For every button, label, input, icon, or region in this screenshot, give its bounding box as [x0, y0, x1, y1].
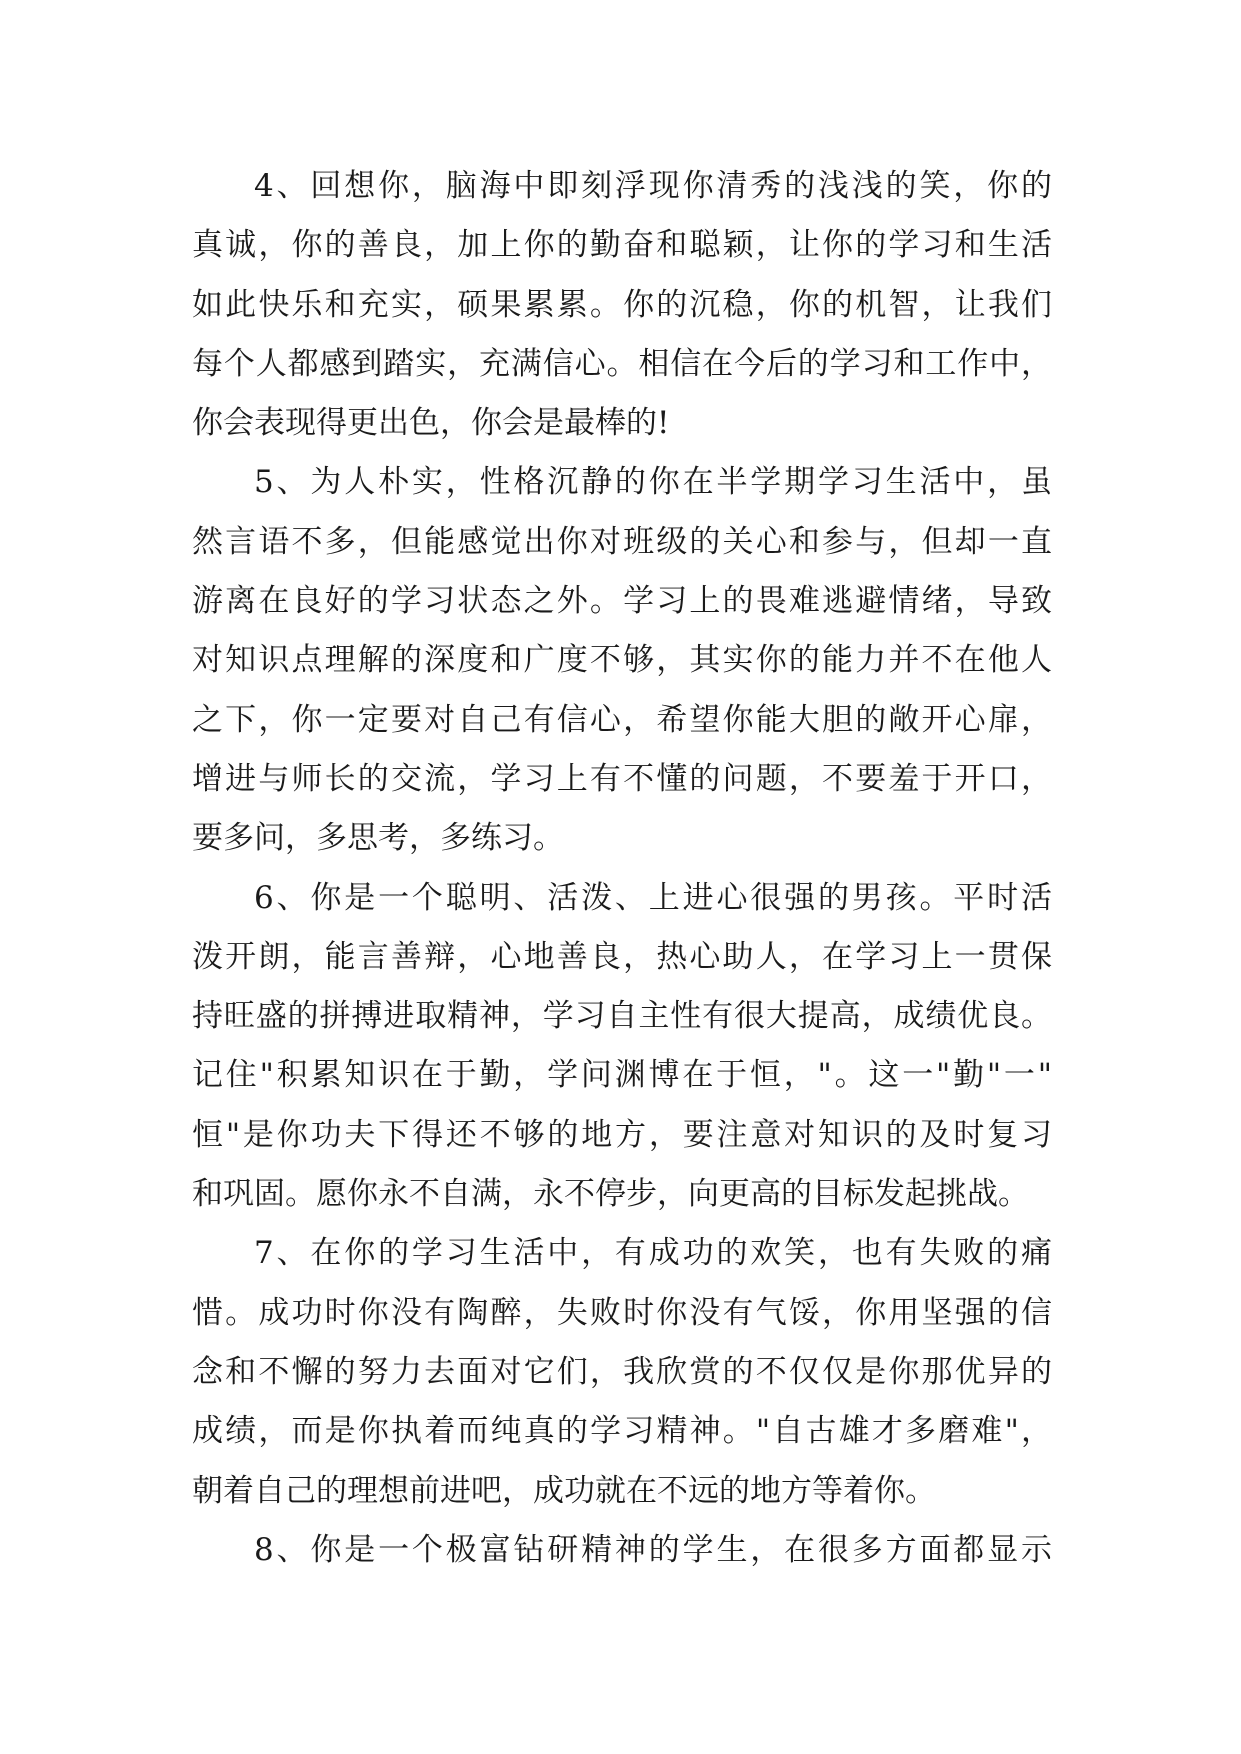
paragraph-line: 你会表现得更出色，你会是最棒的! [192, 405, 670, 442]
paragraph-line: 惜。成功时你没有陶醉，失败时你没有气馁，你用坚强的信 [192, 1294, 1052, 1331]
paragraph-line: 7、在你的学习生活中，有成功的欢笑，也有失败的痛 [254, 1235, 1052, 1272]
paragraph-line: 然言语不多，但能感觉出你对班级的关心和参与，但却一直 [192, 523, 1052, 560]
document-body [192, 157, 1052, 1580]
paragraph-line: 增进与师长的交流，学习上有不懂的问题，不要羞于开口， [192, 760, 1052, 797]
paragraph-line: 泼开朗，能言善辩，心地善良，热心助人，在学习上一贯保 [192, 938, 1052, 975]
paragraph-line: 要多问，多思考，多练习。 [192, 820, 564, 857]
paragraph-line: 之下，你一定要对自己有信心，希望你能大胆的敞开心扉， [192, 701, 1052, 738]
paragraph-line: 和巩固。愿你永不自满，永不停步，向更高的目标发起挑战。 [192, 1176, 1029, 1213]
paragraph-line: 游离在良好的学习状态之外。学习上的畏难逃避情绪，导致 [192, 583, 1052, 620]
paragraph-6 [192, 869, 1052, 1225]
paragraph-line: 朝着自己的理想前进吧，成功就在不远的地方等着你。 [192, 1472, 936, 1509]
paragraph-8 [192, 1521, 1052, 1580]
paragraph-line: 记住"积累知识在于勤，学问渊博在于恒，"。这一"勤"一" [192, 1057, 1052, 1094]
paragraph-line: 8、你是一个极富钻研精神的学生，在很多方面都显示 [254, 1531, 1052, 1568]
paragraph-line: 5、为人朴实，性格沉静的你在半学期学习生活中，虽 [254, 464, 1052, 501]
paragraph-line: 如此快乐和充实，硕果累累。你的沉稳，你的机智，让我们 [192, 286, 1052, 323]
paragraph-line: 对知识点理解的深度和广度不够，其实你的能力并不在他人 [192, 642, 1052, 679]
paragraph-line: 4、回想你，脑海中即刻浮现你清秀的浅浅的笑，你的 [254, 168, 1052, 204]
paragraph-line: 每个人都感到踏实，充满信心。相信在今后的学习和工作中， [192, 345, 1052, 382]
paragraph-5 [192, 453, 1052, 868]
paragraph-line: 真诚，你的善良，加上你的勤奋和聪颖，让你的学习和生活 [192, 227, 1052, 264]
paragraph-line: 恒"是你功夫下得还不够的地方，要注意对知识的及时复习 [192, 1116, 1052, 1153]
paragraph-7 [192, 1224, 1052, 1520]
paragraph-line: 念和不懈的努力去面对它们，我欣赏的不仅仅是你那优异的 [192, 1353, 1052, 1390]
paragraph-line: 持旺盛的拼搏进取精神，学习自主性有很大提高，成绩优良。 [192, 998, 1052, 1035]
paragraph-line: 成绩，而是你执着而纯真的学习精神。"自古雄才多磨难"， [192, 1413, 1052, 1450]
paragraph-4 [192, 157, 1052, 453]
paragraph-line: 6、你是一个聪明、活泼、上进心很强的男孩。平时活 [254, 879, 1052, 916]
